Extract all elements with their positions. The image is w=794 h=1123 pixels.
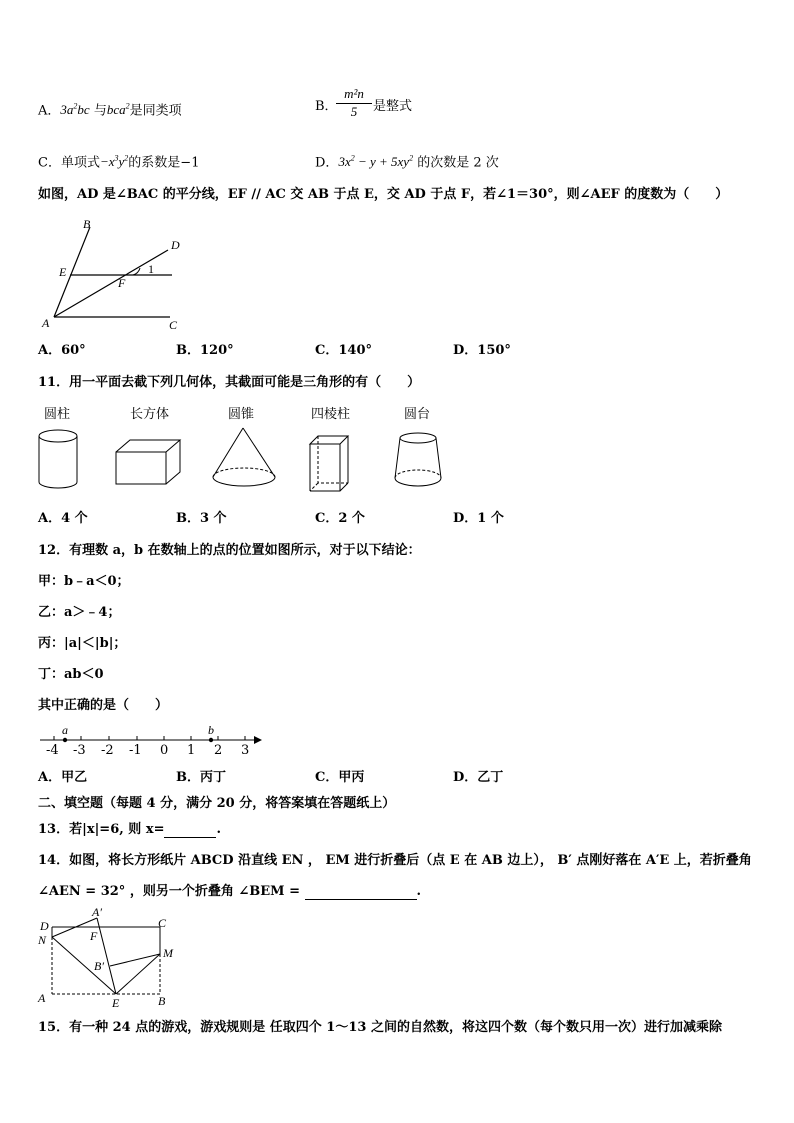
q9-option-b-text: 是整式	[373, 99, 413, 114]
q9-expr-a2: bca$^2$	[106, 102, 130, 118]
q10-option-a: A．60°	[38, 343, 86, 358]
q9-fraction-b: m²n 5	[336, 86, 372, 120]
q12-tick-label: -4	[46, 743, 59, 758]
q12-question: 其中正确的是（ ）	[38, 698, 169, 713]
q14-label-c: C	[158, 916, 167, 930]
q14-label-f: F	[90, 929, 98, 943]
q10-option-d: D．150°	[453, 343, 511, 358]
q10-label-d: D	[171, 238, 180, 252]
q9-option-d: D．$3x^2 - y + 5xy^2$ 的次数是 2 次	[315, 154, 499, 171]
q11-option-d: D．1 个	[453, 511, 504, 526]
q10-label-c: C	[169, 318, 178, 332]
q14-line-1: 14．如图，将长方形纸片 ABCD 沿直线 EN ， EM 进行折叠后（点 E 在 AB 边上）， B′ 点刚好落在 A′E 上，若折叠角	[38, 853, 752, 868]
q12-tick-label: -2	[101, 743, 114, 758]
q14-line-2: ∠AEN = 32° ，则另一个折叠角 ∠BEM = .	[38, 884, 422, 899]
q11-shape-label-prism: 四棱柱	[311, 407, 351, 422]
q14-label-n: N	[38, 933, 47, 947]
q14-label-b-prime: B′	[94, 959, 104, 973]
q11-shape-label-cylinder: 圆柱	[44, 407, 71, 422]
q10-label-e: E	[59, 265, 67, 279]
q10-option-c: C．140°	[315, 343, 372, 358]
q12-text: 12．有理数 a，b 在数轴上的点的位置如图所示，对于以下结论：	[38, 543, 421, 558]
q10-label-angle1: 1	[148, 262, 154, 276]
q9-option-a: A．$3a^2bc$ 与bca$^2$是同类项	[38, 102, 182, 119]
q12-statement-3: 丙：|a|＜|b|；	[38, 636, 127, 651]
q12-statement-4: 丁：ab＜0	[38, 667, 104, 682]
q12-tick-label: 2	[214, 743, 223, 758]
q12-tick-label: -3	[73, 743, 86, 758]
q12-tick-label: 1	[187, 743, 196, 758]
q14-label-a-prime: A′	[92, 905, 102, 919]
q12-option-a: A．甲乙	[38, 770, 88, 785]
q10-label-b: B	[83, 217, 91, 231]
q11-text: 11．用一平面去截下列几何体，其截面可能是三角形的有（ ）	[38, 375, 421, 390]
q12-statement-1: 甲：b﹣a＜0；	[38, 574, 130, 589]
q9-option-b: B．	[315, 99, 338, 114]
q12-tick-label: -1	[129, 743, 142, 758]
q15-text: 15．有一种 24 点的游戏，游戏规则是 任取四个 1～13 之间的自然数，将这四个数（每个数只用一次）进行加减乘除	[38, 1020, 722, 1035]
q14-label-a: A	[38, 991, 46, 1005]
q11-shape-label-cuboid: 长方体	[130, 407, 170, 422]
q11-option-c: C．2 个	[315, 511, 365, 526]
q11-option-b: B．3 个	[176, 511, 227, 526]
q12-point-a: a	[62, 723, 68, 737]
q10-label-a: A	[42, 316, 50, 330]
q9-expr-d: $3x^2 - y + 5xy^2$	[338, 154, 414, 170]
q12-point-b: b	[208, 723, 214, 737]
q12-option-b: B．丙丁	[176, 770, 226, 785]
q11-option-a: A．4 个	[38, 511, 88, 526]
q13-text: 13．若|x|=6, 则 x= .	[38, 822, 221, 837]
q9-expr-c: $-x^3y^2$	[99, 154, 129, 170]
q9-option-c: C．单项式$-x^3y^2$的系数是−1	[38, 154, 200, 171]
q10-option-b: B．120°	[176, 343, 234, 358]
q14-label-d: D	[40, 919, 49, 933]
q11-shape-label-cone: 圆锥	[228, 407, 255, 422]
q10-text: 如图，AD 是∠BAC 的平分线，EF // AC 交 AB 于点 E，交 AD 于点 F，若∠1＝30°，则∠AEF 的度数为（ ）	[38, 187, 729, 202]
q12-option-c: C．甲丙	[315, 770, 365, 785]
q12-tick-label: 3	[241, 743, 250, 758]
q9-expr-a1: $3a^2bc$	[60, 102, 90, 118]
q14-label-e: E	[112, 996, 120, 1010]
q12-option-d: D．乙丁	[453, 770, 504, 785]
q11-shape-label-frustum: 圆台	[404, 407, 431, 422]
q14-label-m: M	[163, 946, 173, 960]
q10-label-f: F	[118, 276, 126, 290]
q12-tick-label: 0	[160, 743, 169, 758]
q12-statement-2: 乙：a＞﹣4；	[38, 605, 121, 620]
section-heading: 二、填空题（每题 4 分，满分 20 分，将答案填在答题纸上）	[38, 796, 396, 811]
q14-label-b: B	[158, 994, 166, 1008]
